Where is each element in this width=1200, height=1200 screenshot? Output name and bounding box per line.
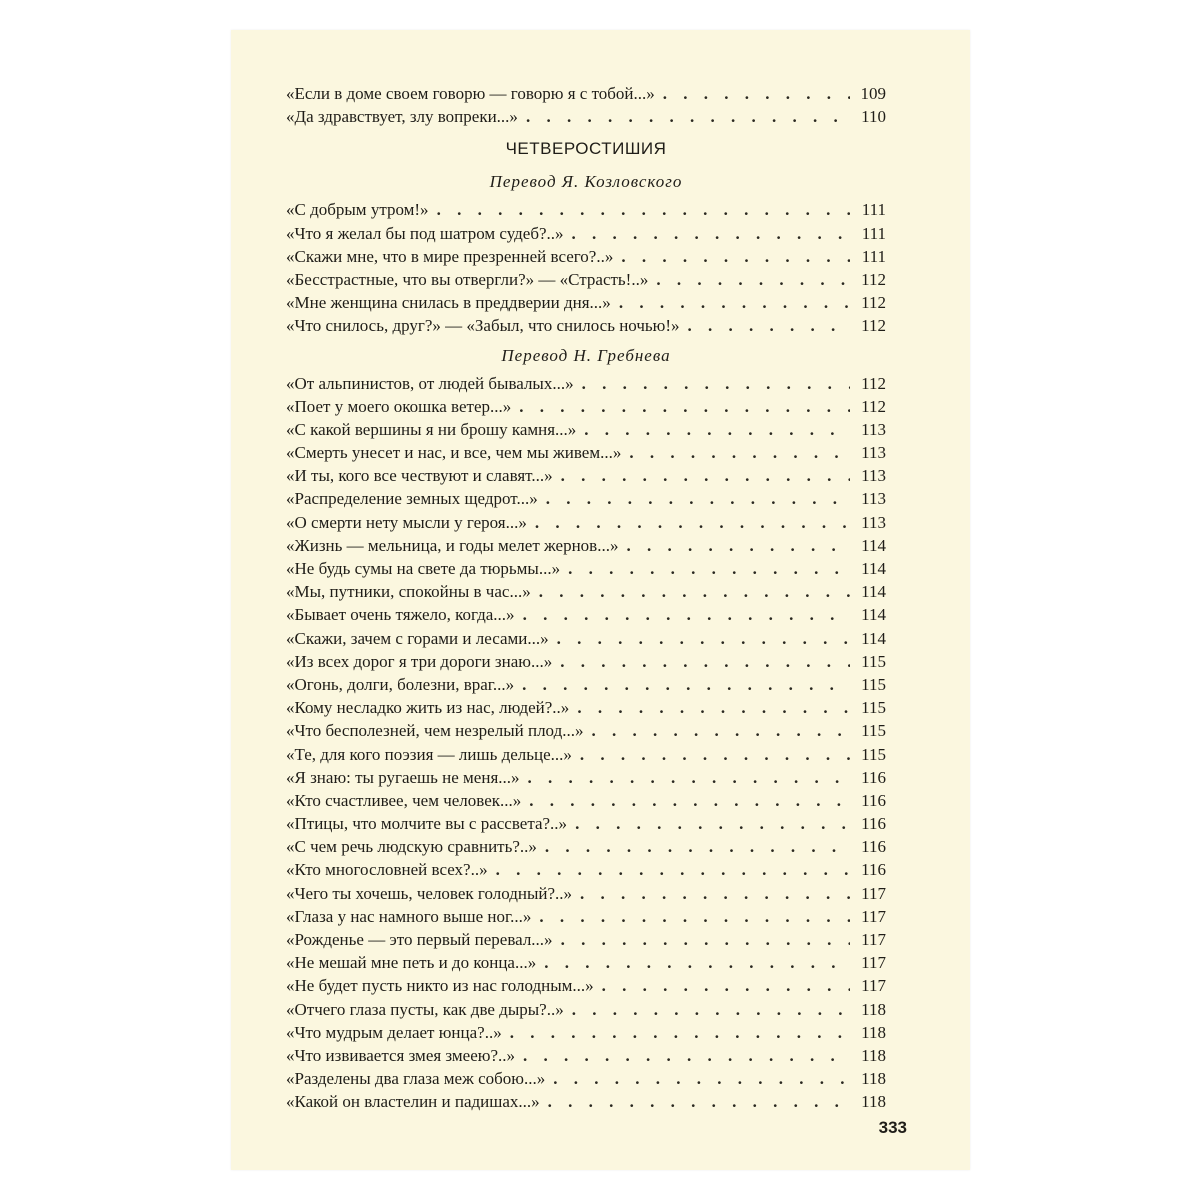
- entry-title: «Чего ты хочешь, человек голодный?..»: [286, 883, 573, 903]
- dot-leader: [519, 395, 850, 418]
- entry-page-number: 114: [861, 559, 886, 578]
- entry-title: «Кто многословней всех?..»: [286, 860, 488, 880]
- toc-entry: [286, 928, 886, 951]
- toc-entry: [286, 603, 886, 626]
- entry-title: «Кто счастливее, чем человек...»: [286, 790, 522, 810]
- entry-title: «Мне женщина снилась в преддверии дня...»: [286, 293, 611, 313]
- dot-leader: [602, 974, 850, 997]
- entry-title: «Разделены два глаза меж собою...»: [286, 1069, 546, 1089]
- section-heading: ЧЕТВЕРОСТИШИЯ: [505, 139, 667, 159]
- dot-leader: [529, 789, 850, 812]
- entry-page-number: 112: [861, 269, 886, 289]
- entry-title: «Что снилось, друг?» — «Забыл, что снилось ночью!»: [286, 316, 680, 336]
- toc-entry: [286, 882, 886, 905]
- entry-page-number: 116: [861, 814, 886, 834]
- toc-entry: [286, 812, 886, 835]
- entry-title: «Не будет пусть никто из нас голодным...»: [286, 976, 594, 996]
- dot-leader: [539, 905, 850, 928]
- dot-leader: [656, 268, 850, 291]
- entry-title: «Кому несладко жить из нас, людей?..»: [286, 698, 570, 718]
- entry-page-number: 109: [860, 84, 886, 103]
- entry-title: «От альпинистов, от людей бывалых...»: [286, 373, 574, 393]
- toc-entry: [286, 974, 886, 997]
- translator-subheading-1: Перевод Я. Козловского: [489, 172, 683, 192]
- toc-entry: [286, 998, 886, 1021]
- toc-entry: [286, 673, 886, 696]
- toc-entry: [286, 487, 886, 510]
- entry-title: «Если в доме своем говорю — говорю я с тобой...»: [286, 84, 655, 103]
- toc-entry: [286, 719, 886, 742]
- dot-leader: [663, 82, 850, 105]
- dot-leader: [560, 650, 850, 673]
- entry-page-number: 117: [861, 953, 886, 973]
- entry-page-number: 113: [861, 419, 886, 439]
- entry-page-number: 112: [861, 373, 886, 393]
- toc-entry: [286, 82, 886, 105]
- toc-entry: [286, 441, 886, 464]
- toc-entry: [286, 650, 886, 673]
- entry-page-number: 114: [861, 605, 886, 625]
- dot-leader: [575, 812, 850, 835]
- toc-entry: [286, 743, 886, 766]
- entry-page-number: 115: [861, 698, 886, 718]
- toc-entry: [286, 627, 886, 650]
- entry-page-number: 115: [861, 721, 886, 741]
- dot-leader: [523, 603, 850, 626]
- dot-leader: [591, 719, 850, 742]
- page-number: 333: [878, 1118, 907, 1137]
- dot-leader: [572, 222, 850, 245]
- dot-leader: [577, 696, 850, 719]
- entry-title: «Не будь сумы на свете да тюрьмы...»: [286, 559, 561, 578]
- toc-entry: [286, 766, 886, 789]
- toc-entry: [286, 395, 886, 418]
- dot-leader: [528, 766, 850, 789]
- entry-title: «Не мешай мне петь и до конца...»: [286, 953, 537, 973]
- dot-leader: [629, 441, 850, 464]
- entry-title: «О смерти нету мысли у героя...»: [286, 512, 527, 532]
- entry-title: «Что я желал бы под шатром судеб?..»: [286, 223, 564, 243]
- entry-page-number: 113: [861, 512, 886, 532]
- toc-entry: [286, 534, 886, 557]
- entry-title: «С добрым утром!»: [286, 200, 429, 220]
- dot-leader: [535, 511, 850, 534]
- entry-page-number: 113: [861, 489, 886, 509]
- toc-entry: [286, 222, 886, 245]
- entry-page-number: 116: [861, 860, 886, 880]
- dot-leader: [546, 487, 850, 510]
- toc-entry: [286, 858, 886, 881]
- dot-leader: [568, 557, 850, 580]
- dot-leader: [523, 1044, 850, 1067]
- entry-page-number: 112: [861, 293, 886, 313]
- dot-leader: [539, 580, 850, 603]
- toc-entry: [286, 105, 886, 128]
- top-entries: [286, 82, 886, 128]
- entry-title: «Что бесполезней, чем незрелый плод...»: [286, 721, 584, 741]
- toc-entry: [286, 1021, 886, 1044]
- dot-leader: [584, 418, 850, 441]
- dot-leader: [548, 1090, 850, 1113]
- entry-page-number: 111: [861, 223, 886, 243]
- dot-leader: [621, 245, 850, 268]
- toc-entry: [286, 372, 886, 395]
- toc-entry: [286, 464, 886, 487]
- entry-title: «Мы, путники, спокойны в час...»: [286, 582, 531, 602]
- toc-entry: [286, 696, 886, 719]
- toc-entry: [286, 951, 886, 974]
- entry-page-number: 117: [861, 976, 886, 996]
- toc-entry: [286, 905, 886, 928]
- dot-leader: [496, 858, 850, 881]
- entry-page-number: 118: [861, 1022, 886, 1042]
- entry-page-number: 117: [861, 906, 886, 926]
- entry-page-number: 111: [861, 200, 886, 220]
- entry-page-number: 116: [861, 837, 886, 857]
- translator-subheading-2: Перевод Н. Гребнева: [501, 345, 671, 365]
- toc-entry: [286, 291, 886, 314]
- entry-title: «Смерть унесет и нас, и все, чем мы живем...»: [286, 443, 622, 463]
- entry-page-number: 114: [861, 535, 886, 555]
- entry-page-number: 115: [861, 744, 886, 764]
- toc-entry: [286, 511, 886, 534]
- toc-entry: [286, 1067, 886, 1090]
- dot-leader: [561, 464, 850, 487]
- toc-entry: [286, 580, 886, 603]
- entry-title: «Поет у моего окошка ветер...»: [286, 396, 512, 416]
- entry-page-number: 114: [861, 582, 886, 602]
- entry-title: «Рожденье — это первый перевал...»: [286, 930, 553, 949]
- entry-title: «И ты, кого все чествуют и славят...»: [286, 466, 553, 486]
- toc-entry: [286, 245, 886, 268]
- toc-entry: [286, 1044, 886, 1067]
- entry-page-number: 111: [861, 246, 886, 266]
- entry-page-number: 113: [861, 466, 886, 486]
- dot-leader: [626, 534, 850, 557]
- entry-title: «Глаза у нас намного выше ног...»: [286, 906, 532, 926]
- entry-page-number: 117: [861, 883, 886, 903]
- entry-page-number: 118: [861, 999, 886, 1019]
- entry-title: «Какой он властелин и падишах...»: [286, 1092, 540, 1112]
- toc-entry: [286, 835, 886, 858]
- entry-page-number: 118: [861, 1045, 886, 1065]
- dot-leader: [437, 198, 850, 221]
- entry-title: «Огонь, долги, болезни, враг...»: [286, 674, 515, 694]
- entry-page-number: 117: [861, 930, 886, 949]
- entry-title: «Распределение земных щедрот...»: [286, 489, 538, 509]
- entry-title: «Да здравствует, злу вопреки...»: [286, 107, 518, 127]
- entry-page-number: 118: [861, 1092, 886, 1112]
- dot-leader: [561, 928, 850, 951]
- entry-page-number: 112: [861, 316, 886, 336]
- book-page: [231, 30, 970, 1170]
- dot-leader: [688, 314, 850, 337]
- toc-entry: [286, 557, 886, 580]
- entry-title: «Что извивается змея змеею?..»: [286, 1045, 516, 1065]
- dot-leader: [545, 835, 850, 858]
- dot-leader: [557, 627, 850, 650]
- entry-title: «Я знаю: ты ругаешь не меня...»: [286, 767, 520, 787]
- entry-title: «Бесстрастные, что вы отвергли?» — «Страсть!..»: [286, 269, 649, 289]
- entry-page-number: 116: [861, 790, 886, 810]
- entry-title: «Птицы, что молчите вы с рассвета?..»: [286, 814, 568, 834]
- toc-entry: [286, 198, 886, 221]
- dot-leader: [580, 743, 850, 766]
- entry-title: «Скажи мне, что в мире презренней всего?..»: [286, 246, 614, 266]
- toc-entry: [286, 314, 886, 337]
- entry-page-number: 115: [861, 674, 886, 694]
- entry-title: «Жизнь — мельница, и годы мелет жернов...»: [286, 535, 619, 555]
- dot-leader: [582, 372, 850, 395]
- table-of-contents: [286, 82, 886, 1114]
- entry-page-number: 116: [861, 767, 886, 787]
- dot-leader: [619, 291, 850, 314]
- entry-title: «С чем речь людскую сравнить?..»: [286, 837, 537, 857]
- toc-entry: [286, 789, 886, 812]
- entry-title: «Отчего глаза пусты, как две дыры?..»: [286, 999, 564, 1019]
- dot-leader: [544, 951, 850, 974]
- group1-entries: [286, 198, 886, 337]
- dot-leader: [580, 882, 850, 905]
- dot-leader: [553, 1067, 850, 1090]
- entry-title: «Что мудрым делает юнца?..»: [286, 1022, 502, 1042]
- dot-leader: [522, 673, 850, 696]
- toc-entry: [286, 1090, 886, 1113]
- entry-page-number: 113: [861, 443, 886, 463]
- group2-entries: [286, 372, 886, 1114]
- dot-leader: [510, 1021, 850, 1044]
- entry-title: «Из всех дорог я три дороги знаю...»: [286, 651, 553, 671]
- toc-entry: [286, 418, 886, 441]
- entry-title: «Те, для кого поэзия — лишь дельце...»: [286, 744, 572, 764]
- entry-title: «С какой вершины я ни брошу камня...»: [286, 419, 577, 439]
- toc-entry: [286, 268, 886, 291]
- entry-page-number: 114: [861, 628, 886, 648]
- entry-title: «Скажи, зачем с горами и лесами...»: [286, 628, 549, 648]
- dot-leader: [572, 998, 850, 1021]
- dot-leader: [526, 105, 850, 128]
- entry-page-number: 110: [861, 107, 886, 127]
- entry-page-number: 112: [861, 396, 886, 416]
- entry-page-number: 118: [861, 1069, 886, 1089]
- entry-page-number: 115: [861, 651, 886, 671]
- entry-title: «Бывает очень тяжело, когда...»: [286, 605, 515, 625]
